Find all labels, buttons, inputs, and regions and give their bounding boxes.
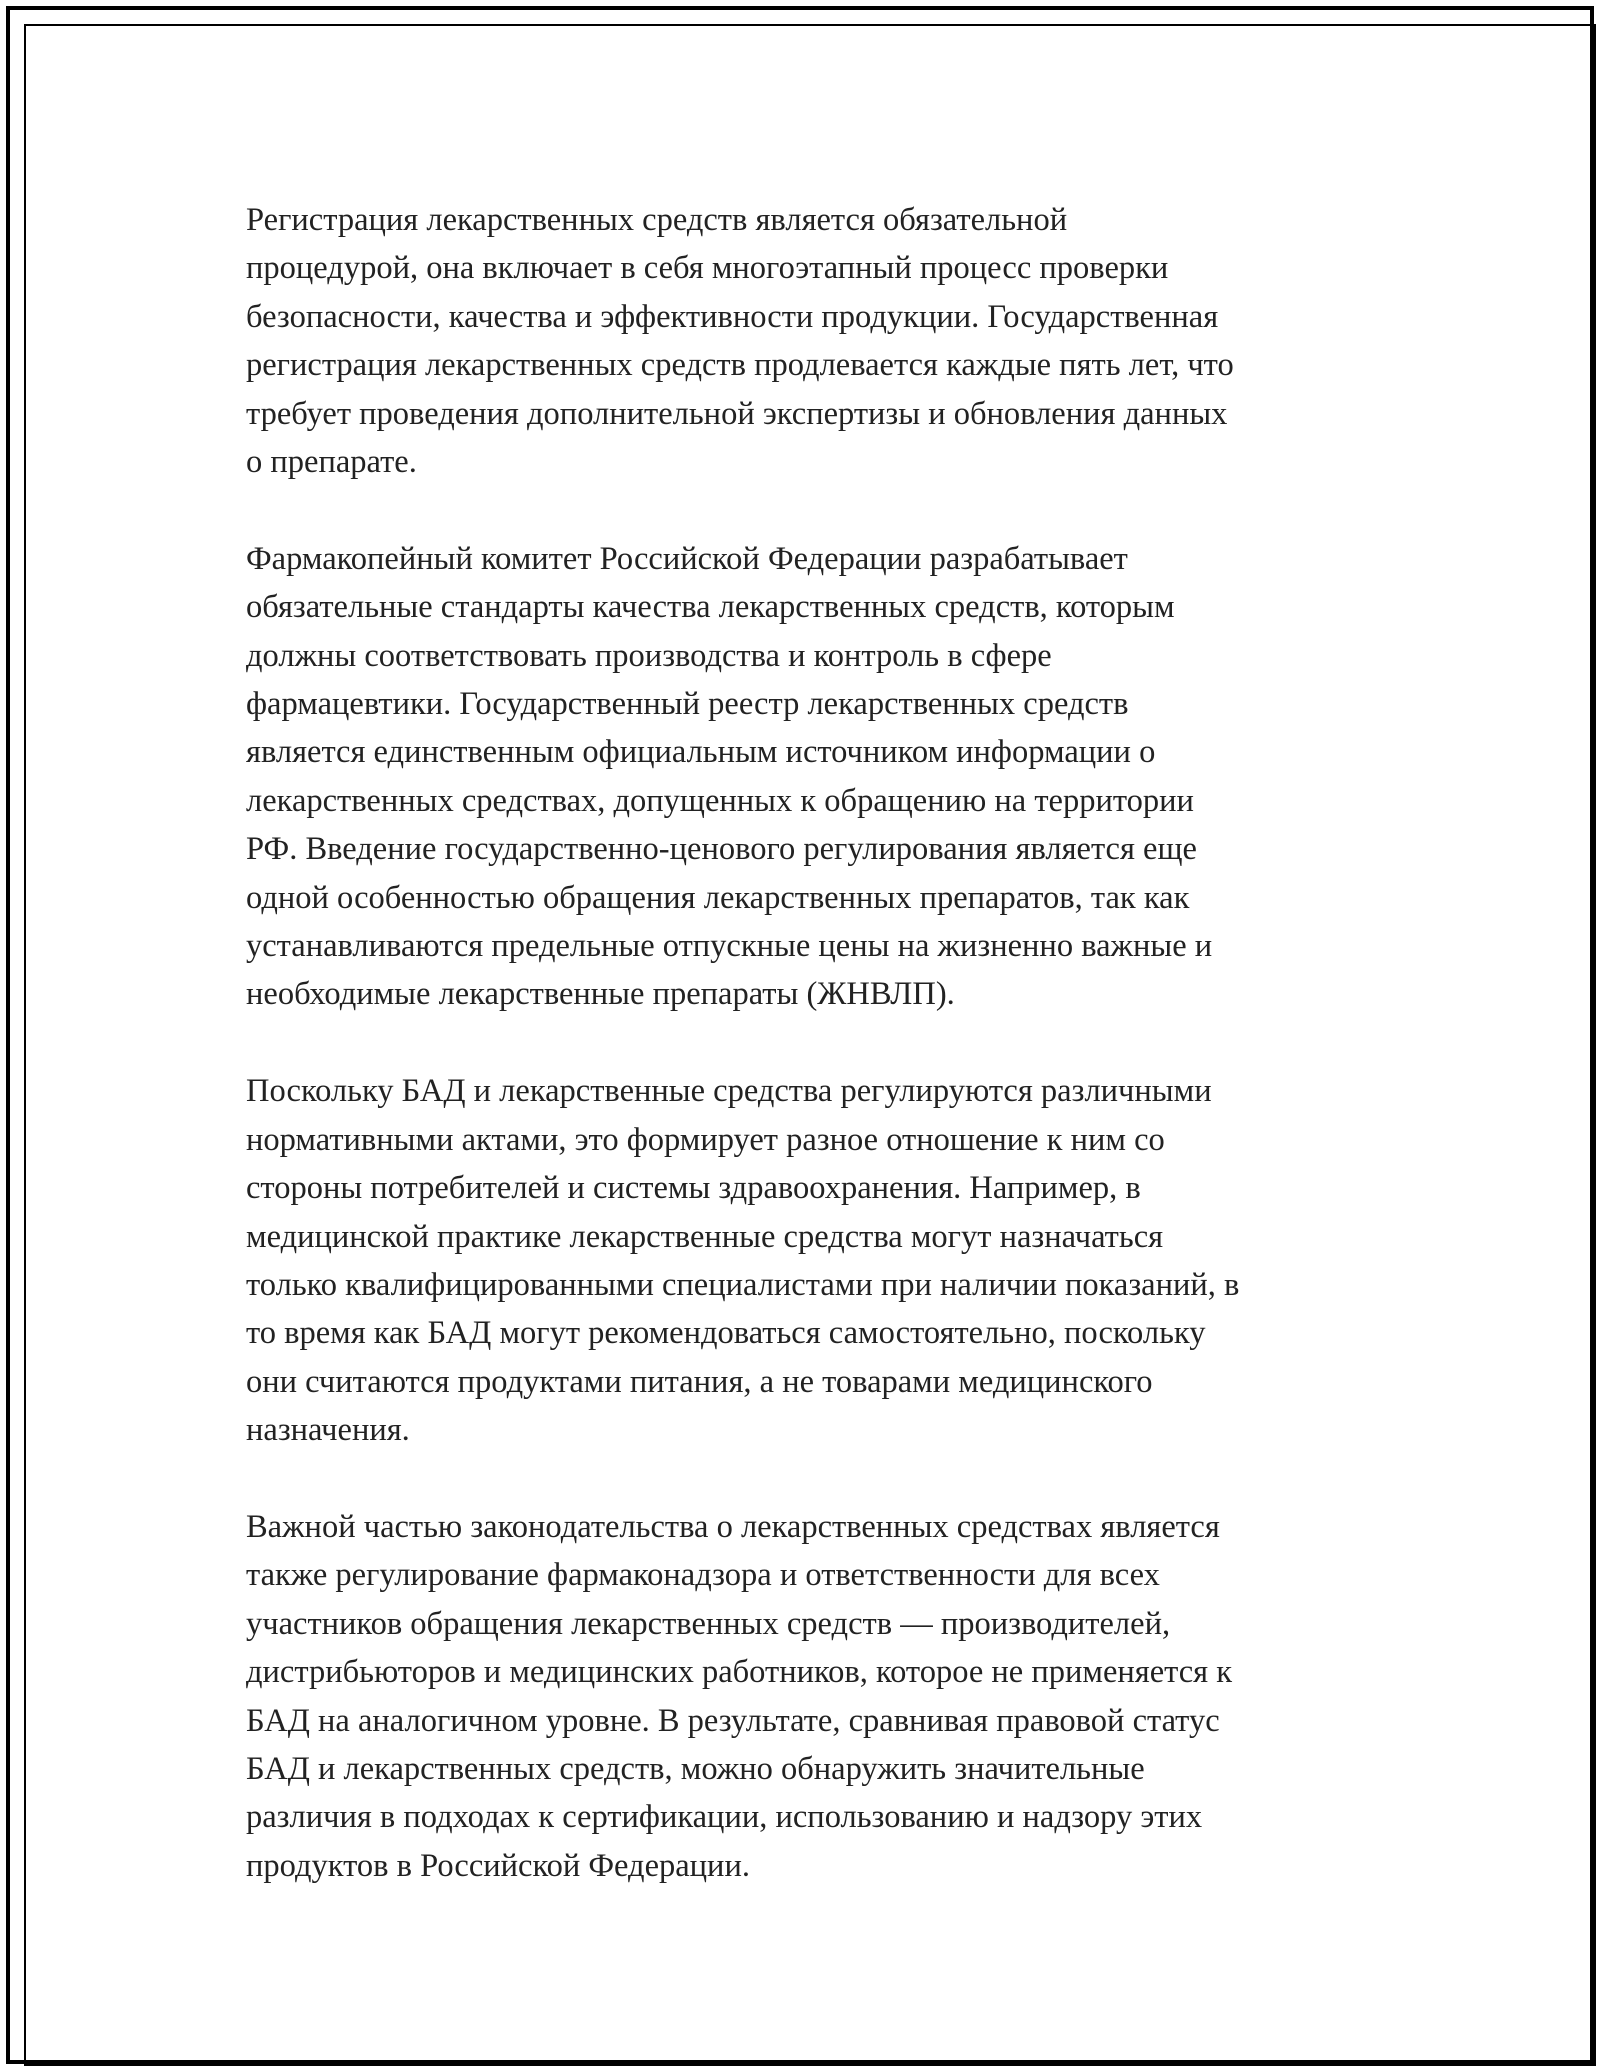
paragraph-pharmacovigilance: Важной частью законодательства о лекарственных средствах является также регулирование фармаконадзора и ответственности для всех участников обращения лекарственных средств — производителей, дистрибьюторов и медицинских работников, которое не применяется к БАД на аналогичном уровне. В результате, сравнивая правовой статус БАД и лекарственных средств, можно обнаружить значительные различия в подходах к сертификации, использованию и надзору этих продуктов в Российской Федерации. bbox=[246, 1508, 1233, 1884]
page-frame-outer bbox=[6, 6, 1594, 2064]
paragraph-regulation-differences: Поскольку БАД и лекарственные средства регулируются различными нормативными актами, это формирует разное отношение к ним со стороны потребителей и системы здравоохранения. Например, в медицинской практике лекарственные средства могут назначаться только квалифицированными специалистами при наличии показаний, в то время как БАД могут рекомендоваться самостоятельно, поскольку они считаются продуктами питания, а не товарами медицинского назначения. bbox=[246, 1073, 1240, 1449]
paragraph-registration: Регистрация лекарственных средств является обязательной процедурой, она включает в себя многоэтапный процесс проверки безопасности, качества и эффективности продукции. Государственная регистрация лекарственных средств продлевается каждые пять лет, что требует проведения дополнительной экспертизы и обновления данных о препарате. bbox=[246, 202, 1234, 481]
paragraph-pharmacopoeia: Фармакопейный комитет Российской Федерации разрабатывает обязательные стандарты качества лекарственных средств, которым должны соответствовать производства и контроль в сфере фармацевтики. Государственный реестр лекарственных средств является единственным официальным источником информации о лекарственных средствах, допущенных к обращению на территории РФ. Введение государственно-ценового регулирования является еще одной особенностью обращения лекарственных препаратов, так как устанавливаются предельные отпускные цены на жизненно важные и необходимые лекарственные препараты (ЖНВЛП). bbox=[246, 540, 1213, 1013]
document-body bbox=[246, 196, 1386, 1939]
